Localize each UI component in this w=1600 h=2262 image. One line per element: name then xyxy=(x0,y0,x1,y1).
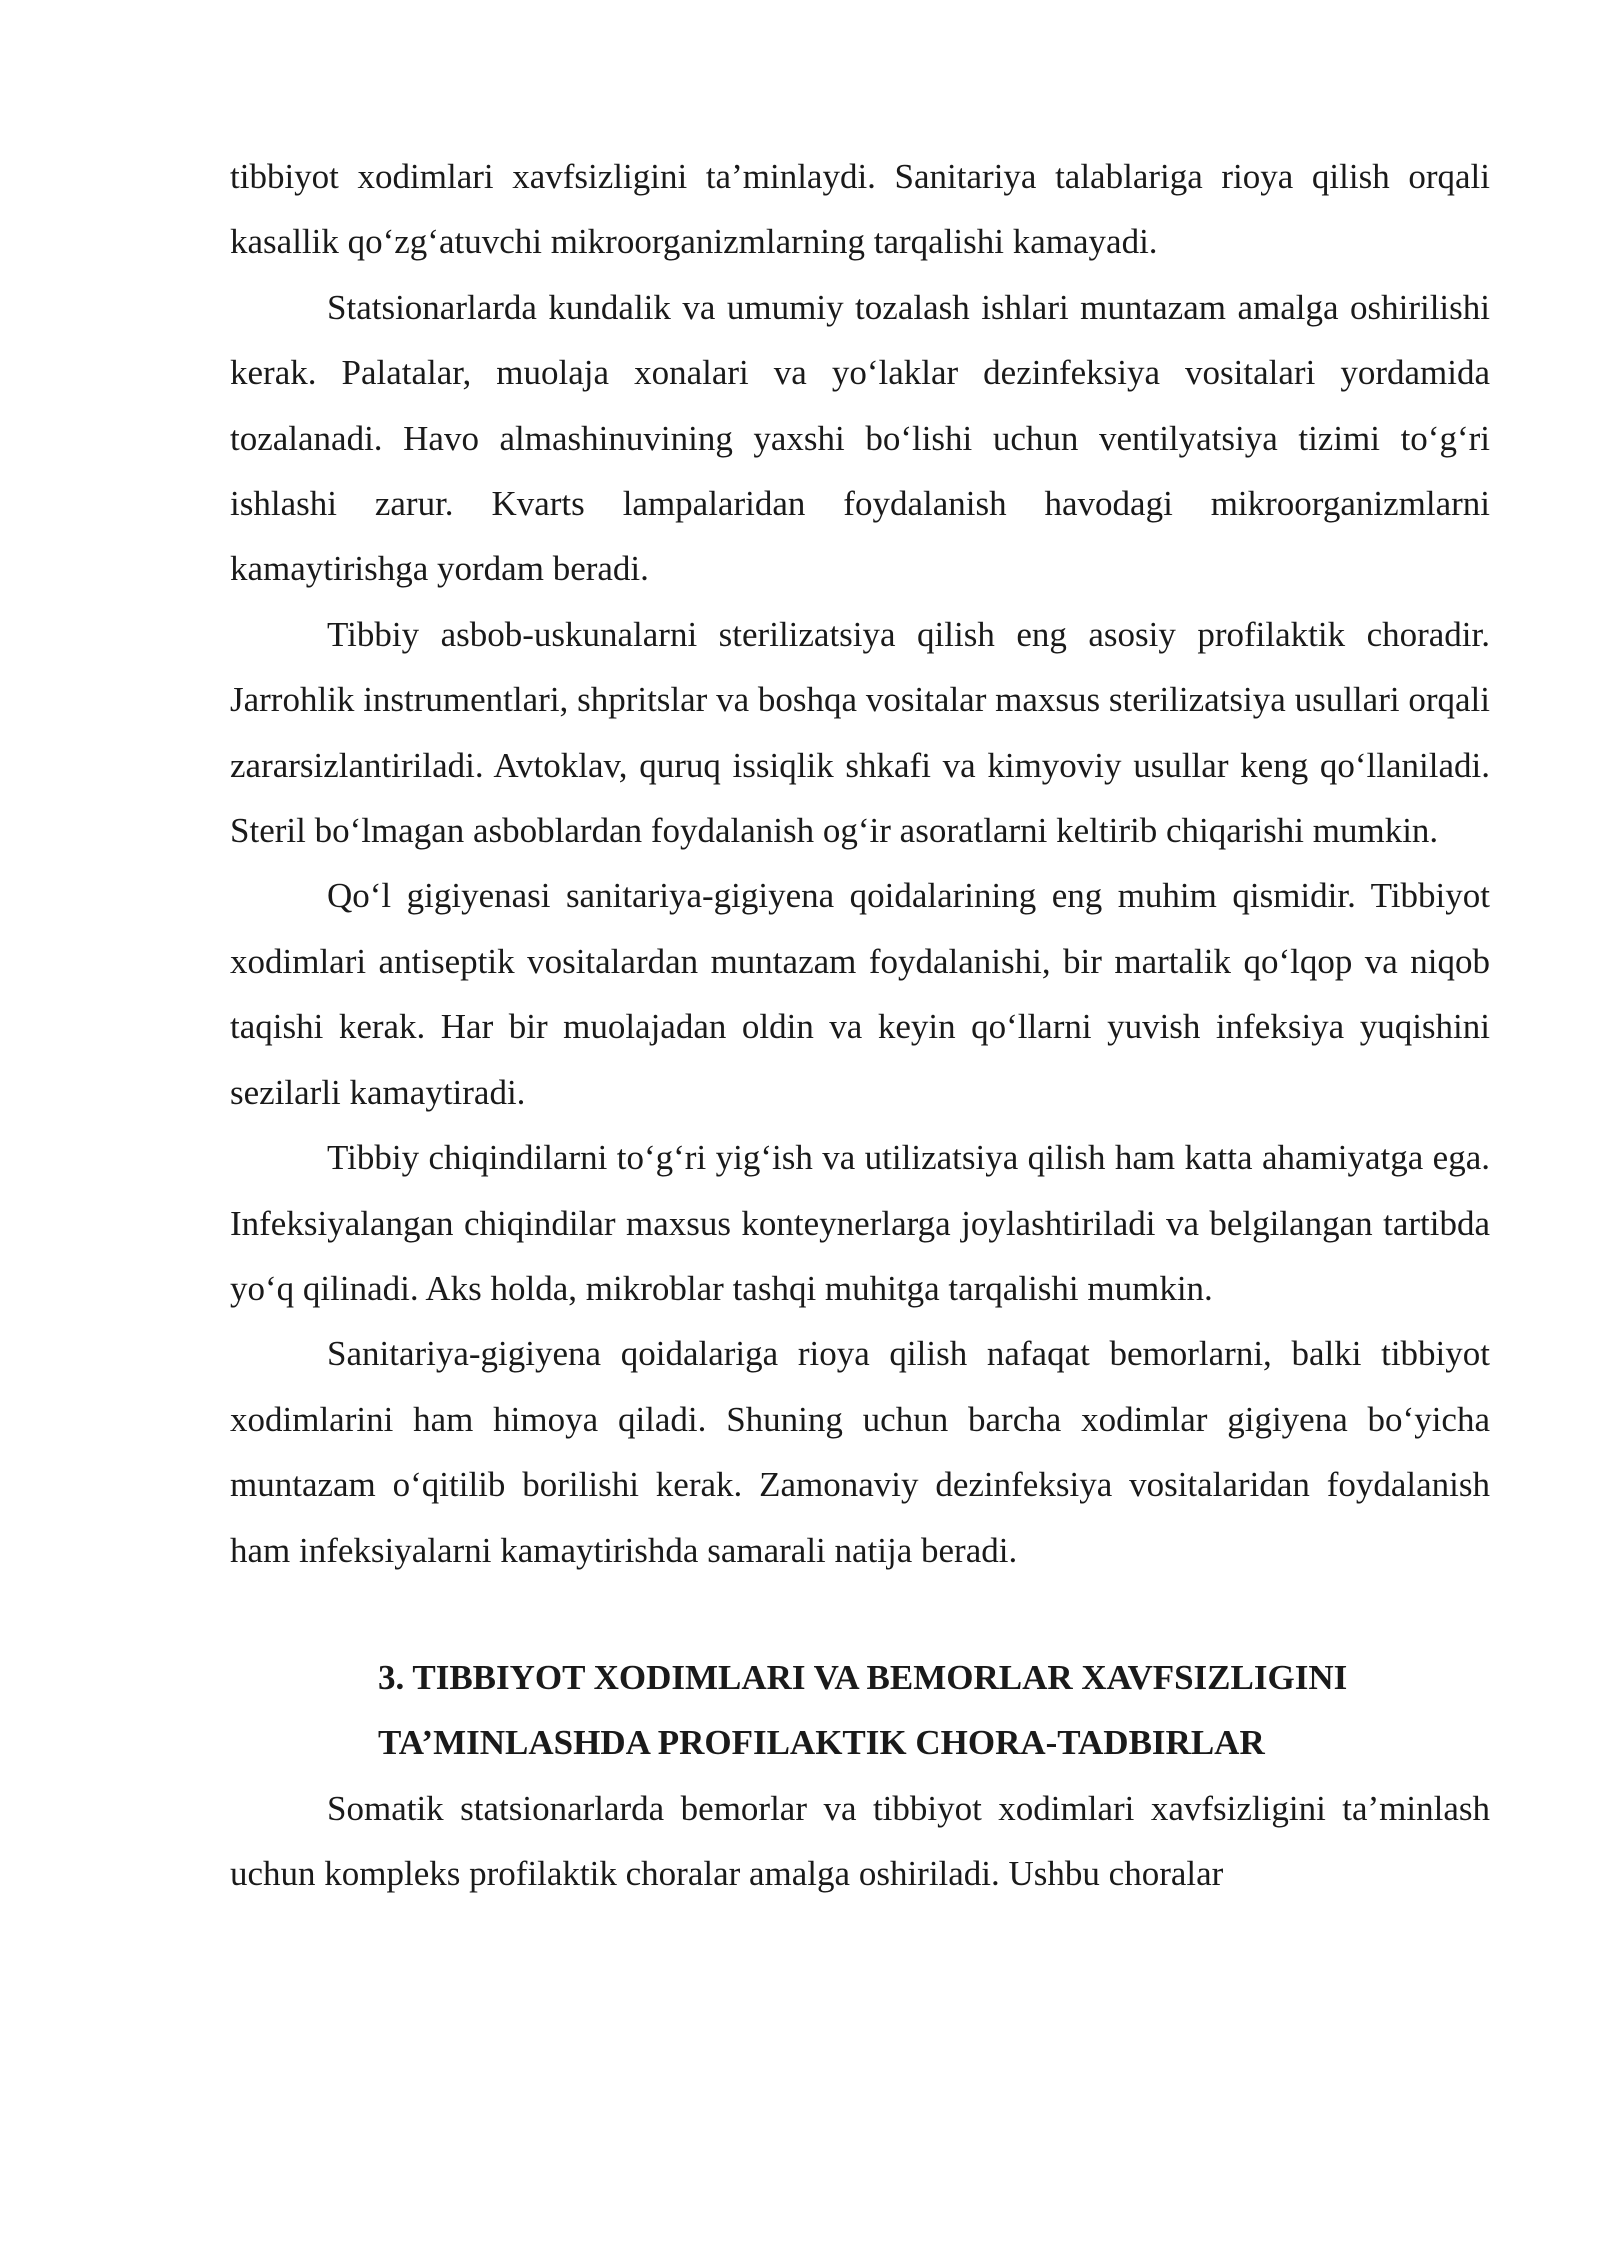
paragraph-cleaning: Statsionarlarda kundalik va umumiy tozalash ishlari muntazam amalga oshirilishi kerak. Palatalar, muolaja xonalari va yo‘laklar dezinfeksiya vositalari yordamida tozalanadi. Havo almashinuvining yaxshi bo‘lishi uchun ventilyatsiya tizimi to‘g‘ri ishlashi zarur. Kvarts lampalaridan foydalanish havodagi mikroorganizmlarni kamaytirishga yordam beradi. xyxy=(230,287,1490,589)
paragraph-hand-hygiene: Qo‘l gigiyenasi sanitariya-gigiyena qoidalarining eng muhim qismidir. Tibbiyot xodimlari antiseptik vositalardan muntazam foydalanishi, bir martalik qo‘lqop va niqob taqishi kerak. Har bir muolajadan oldin va keyin qo‘llarni yuvish infeksiya yuqishini sezilarli kamaytiradi. xyxy=(230,876,1490,1112)
section-heading-line-2: TA’MINLASHDA PROFILAKTIK CHORA-TADBIRLAR xyxy=(378,1723,1265,1763)
paragraph-medical-waste: Tibbiy chiqindilarni to‘g‘ri yig‘ish va utilizatsiya qilish ham katta ahamiyatga ega. Infeksiyalangan chiqindilar maxsus konteynerlarga joylashtiriladi va belgilangan tartibda yo‘q qilinadi. Aks holda, mikroblar tashqi muhitga tarqalishi mumkin. xyxy=(230,1138,1490,1308)
paragraph-section-intro: Somatik statsionarlarda bemorlar va tibbiyot xodimlari xavfsizligini ta’minlash uchun kompleks profilaktik choralar amalga oshiriladi. Ushbu choralar xyxy=(230,1788,1490,1894)
document-page xyxy=(230,144,1490,1907)
paragraph-sterilization: Tibbiy asbob-uskunalarni sterilizatsiya qilish eng asosiy profilaktik choradir. Jarrohlik instrumentlari, shpritslar va boshqa vositalar maxsus sterilizatsiya usullari orqali zararsizlantiriladi. Avtoklav, quruq issiqlik shkafi va kimyoviy usullar keng qo‘llaniladi. Steril bo‘lmagan asboblardan foydalanish og‘ir asoratlarni keltirib chiqarishi mumkin. xyxy=(230,614,1490,851)
paragraph-staff-protection: Sanitariya-gigiyena qoidalariga rioya qilish nafaqat bemorlarni, balki tibbiyot xodimlarini ham himoya qiladi. Shuning uchun barcha xodimlar gigiyena bo‘yicha muntazam o‘qitilib borilishi kerak. Zamonaviy dezinfeksiya vositalaridan foydalanish ham infeksiyalarni kamaytirishda samarali natija beradi. xyxy=(230,1334,1490,1570)
section-heading-line-1: 3. TIBBIYOT XODIMLARI VA BEMORLAR XAVFSIZLIGINI xyxy=(378,1657,1348,1697)
paragraph-continuation: tibbiyot xodimlari xavfsizligini ta’minlaydi. Sanitariya talablariga rioya qilish orqali kasallik qo‘zg‘atuvchi mikroorganizmlarning tarqalishi kamayadi. xyxy=(230,157,1490,262)
section-heading xyxy=(230,1645,1490,1776)
